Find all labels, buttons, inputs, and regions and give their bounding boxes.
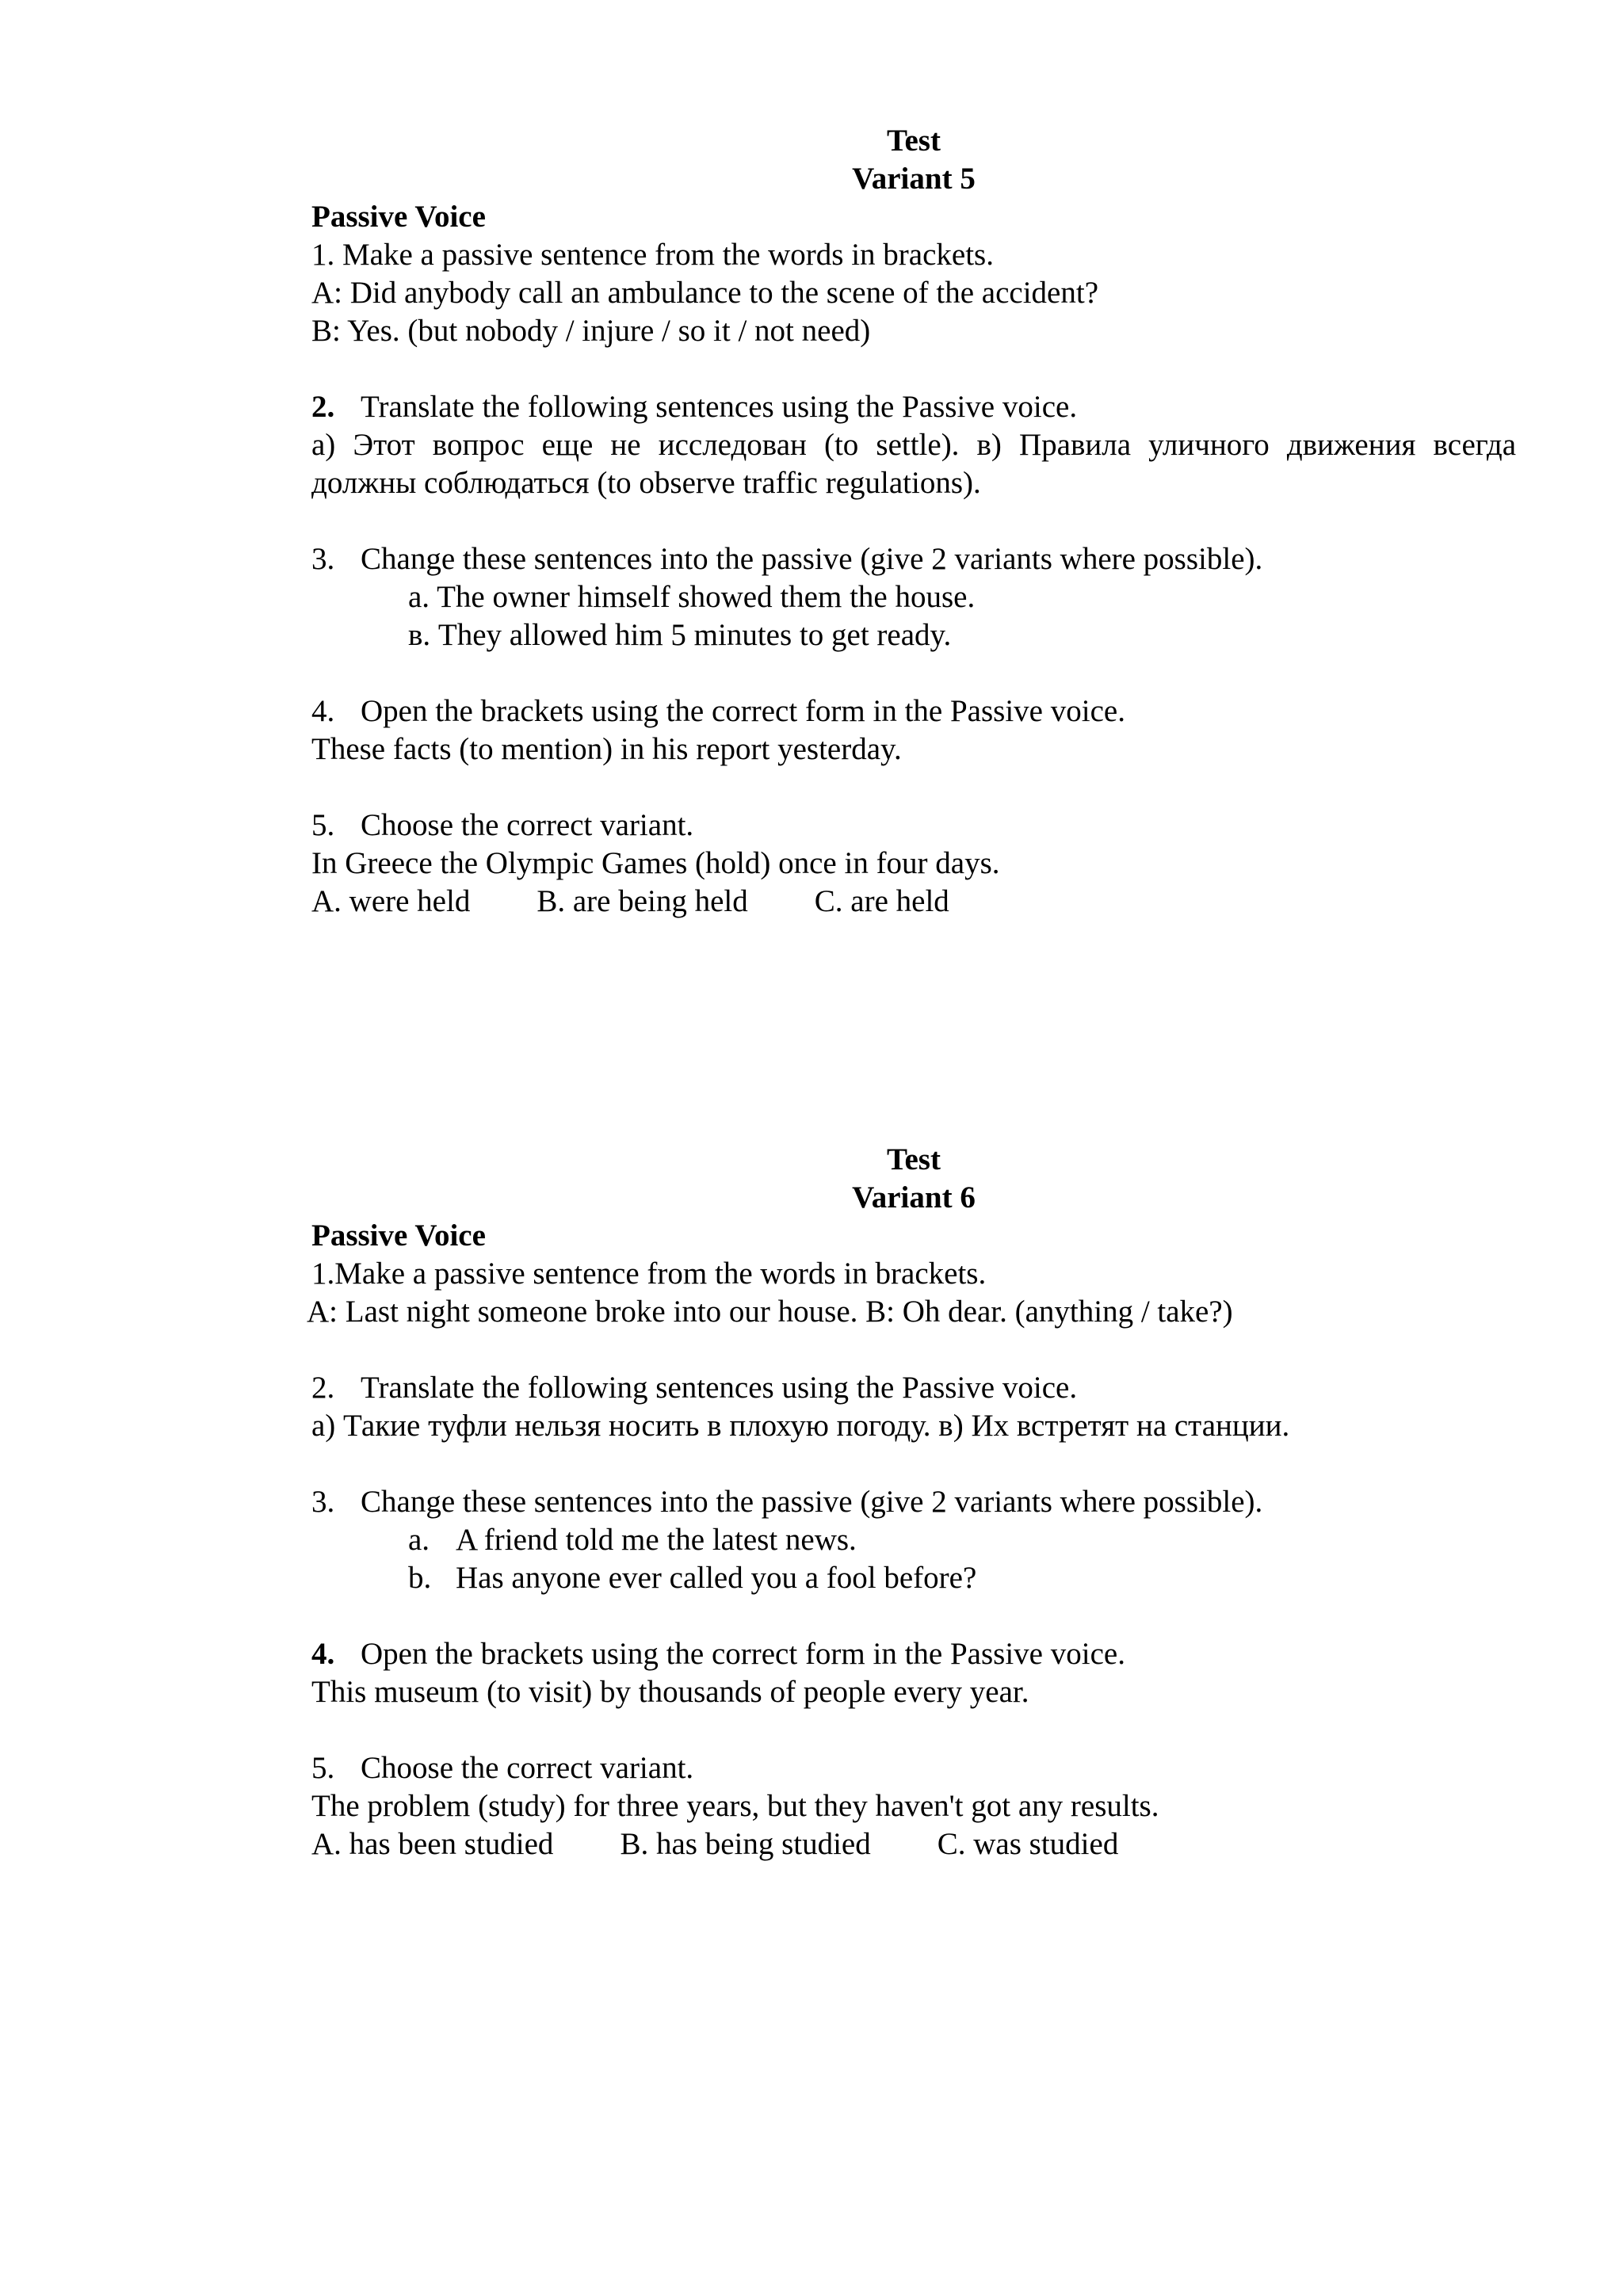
q5-sentence: The problem (study) for three years, but they haven't got any results. xyxy=(311,1789,1159,1823)
q2-heading xyxy=(311,1369,1516,1407)
spacer xyxy=(311,1331,1516,1369)
q3-item-b-text: Has anyone ever called you a fool before? xyxy=(456,1561,977,1595)
q2-number: 2. xyxy=(311,1371,335,1405)
q4-sentence: This museum (to visit) by thousands of people every year. xyxy=(311,1675,1029,1709)
q1-line-a: A: Did anybody call an ambulance to the scene of the accident? xyxy=(311,276,1099,310)
q2-instruction: Translate the following sentences using the Passive voice. xyxy=(361,390,1078,424)
q2-number: 2. xyxy=(311,390,335,424)
topic-heading: Passive Voice xyxy=(311,1219,486,1253)
q5-instruction: Choose the correct variant. xyxy=(361,808,694,842)
q1-line-a: A: Last night someone broke into our house. B: Oh dear. (anything / take?) xyxy=(307,1295,1233,1329)
q5-sentence: In Greece the Olympic Games (hold) once in four days. xyxy=(311,846,1000,880)
q3-item-b-letter: b. xyxy=(408,1561,432,1595)
q3-item-a: a. The owner himself showed them the house. xyxy=(408,580,976,614)
spacer xyxy=(311,1711,1516,1749)
spacer xyxy=(311,350,1516,388)
q4-instruction: Open the brackets using the correct form in the Passive voice. xyxy=(361,694,1125,728)
spacer xyxy=(311,769,1516,807)
q3-heading xyxy=(311,1483,1516,1521)
variant-5-section xyxy=(311,122,1516,921)
spacer xyxy=(311,1597,1516,1635)
q5-options xyxy=(311,1825,1516,1863)
variant-6-section xyxy=(307,1141,1516,1863)
option-a: A. has been studied xyxy=(311,1827,554,1861)
q4-number: 4. xyxy=(311,1637,335,1671)
q1-line-b: B: Yes. (but nobody / injure / so it / not need) xyxy=(311,314,871,348)
q3-heading xyxy=(311,540,1516,578)
q3-item-a-letter: a. xyxy=(408,1523,430,1557)
test-title: Test xyxy=(887,1142,941,1177)
variant-subtitle: Variant 5 xyxy=(852,162,976,196)
q1-instruction: 1. Make a passive sentence from the words in brackets. xyxy=(311,238,994,272)
q2-line-1: а) Этот вопрос еще не исследован (to settle). в) Правила уличного движения всегда xyxy=(311,428,1516,462)
q3-item-b: в. They allowed him 5 minutes to get ready. xyxy=(408,618,952,652)
q2-line-1: а) Такие туфли нельзя носить в плохую погоду. в) Их встретят на станции. xyxy=(311,1409,1290,1443)
q4-heading xyxy=(311,692,1516,730)
q5-number: 5. xyxy=(311,1751,335,1785)
q5-heading xyxy=(311,807,1516,845)
q3-instruction: Change these sentences into the passive (give 2 variants where possible). xyxy=(361,1485,1263,1519)
option-c: C. was studied xyxy=(937,1827,1119,1861)
option-b: B. has being studied xyxy=(620,1827,871,1861)
q4-sentence: These facts (to mention) in his report yesterday. xyxy=(311,732,902,766)
q4-number: 4. xyxy=(311,694,335,728)
variant-subtitle: Variant 6 xyxy=(852,1180,976,1215)
test-title: Test xyxy=(887,124,941,158)
q2-line-2: должны соблюдаться (to observe traffic regulations). xyxy=(311,466,981,500)
q4-instruction: Open the brackets using the correct form in the Passive voice. xyxy=(361,1637,1125,1671)
q3-item-a xyxy=(311,1521,1516,1559)
q3-instruction: Change these sentences into the passive (give 2 variants where possible). xyxy=(361,542,1263,576)
q2-instruction: Translate the following sentences using the Passive voice. xyxy=(361,1371,1078,1405)
spacer xyxy=(311,1445,1516,1483)
topic-heading: Passive Voice xyxy=(311,200,486,234)
q3-item-a-text: A friend told me the latest news. xyxy=(456,1523,857,1557)
q3-number: 3. xyxy=(311,1485,335,1519)
option-a: A. were held xyxy=(311,884,471,918)
q1-instruction: 1.Make a passive sentence from the words in brackets. xyxy=(311,1257,987,1291)
q2-heading xyxy=(311,388,1516,426)
spacer xyxy=(311,654,1516,692)
q5-instruction: Choose the correct variant. xyxy=(361,1751,694,1785)
q5-heading xyxy=(311,1749,1516,1787)
q5-number: 5. xyxy=(311,808,335,842)
option-c: C. are held xyxy=(814,884,949,918)
q3-item-b xyxy=(311,1559,1516,1597)
q5-options xyxy=(311,883,1516,921)
q3-number: 3. xyxy=(311,542,335,576)
q4-heading xyxy=(311,1635,1516,1673)
spacer xyxy=(311,502,1516,540)
option-b: B. are being held xyxy=(537,884,748,918)
